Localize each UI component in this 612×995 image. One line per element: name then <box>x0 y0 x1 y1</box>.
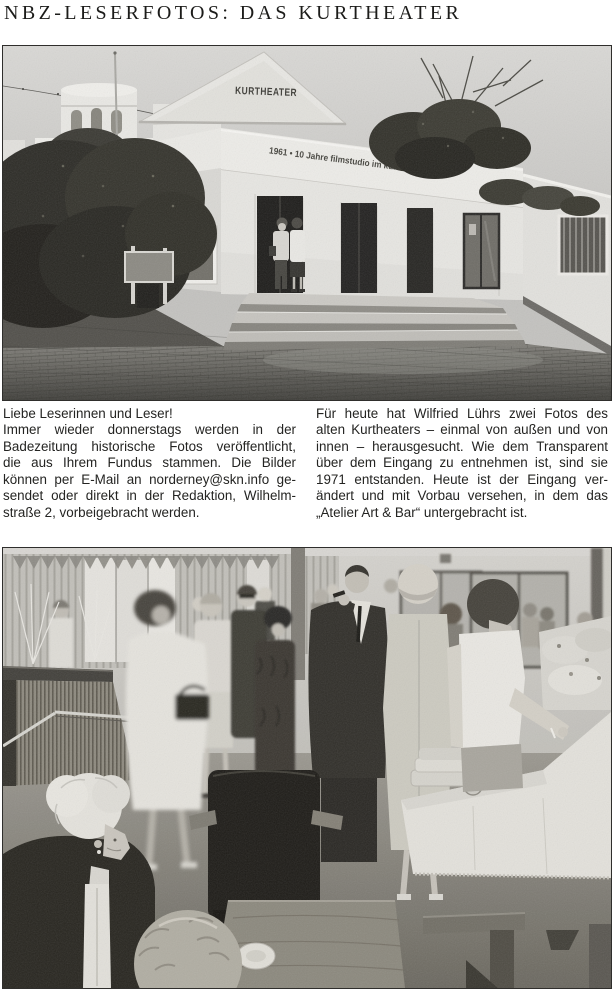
page-title: NBZ-LESERFOTOS: DAS KURTHEATER <box>4 2 463 24</box>
kurtheater-interior-photo <box>2 547 612 989</box>
text-line: 1971 entstanden. Heute ist der Eingang ver- <box>316 471 608 487</box>
kurtheater-exterior-photo <box>2 45 612 401</box>
film-grain <box>3 548 611 988</box>
text-line: „Atelier Art & Bar“ untergebracht ist. <box>316 504 528 520</box>
text-line: Für heute hat Wilfried Lührs zwei Fotos des <box>316 406 608 421</box>
film-grain <box>3 46 611 400</box>
text-line: Immer wieder donnerstags werden in der <box>3 422 296 438</box>
text-line: sendet oder direkt in der Redaktion, Wilhelm- <box>3 488 296 504</box>
text-line: über dem Eingang zu entnehmen ist, sind sie <box>316 455 608 471</box>
text-line: können per E-Mail an norderney@skn.info ge- <box>3 471 296 487</box>
text-line: alten Kurtheaters – einmal von außen und von <box>316 422 608 438</box>
text-line: die aus Ihrem Fundus stammen. Die Bilder <box>3 455 296 471</box>
text-line: ändert und mit Vorbau versehen, in dem das <box>316 488 608 504</box>
text-line: straße 2, vorbeigebracht werden. <box>3 504 200 520</box>
article-column-left <box>3 406 296 521</box>
salutation: Liebe Leserinnen und Leser! <box>3 406 173 421</box>
text-line: Badezeitung historische Fotos veröffentlicht, <box>3 438 296 454</box>
article-column-right <box>316 406 608 521</box>
text-line: innen – herausgesucht. Wie dem Transparent <box>316 438 608 454</box>
